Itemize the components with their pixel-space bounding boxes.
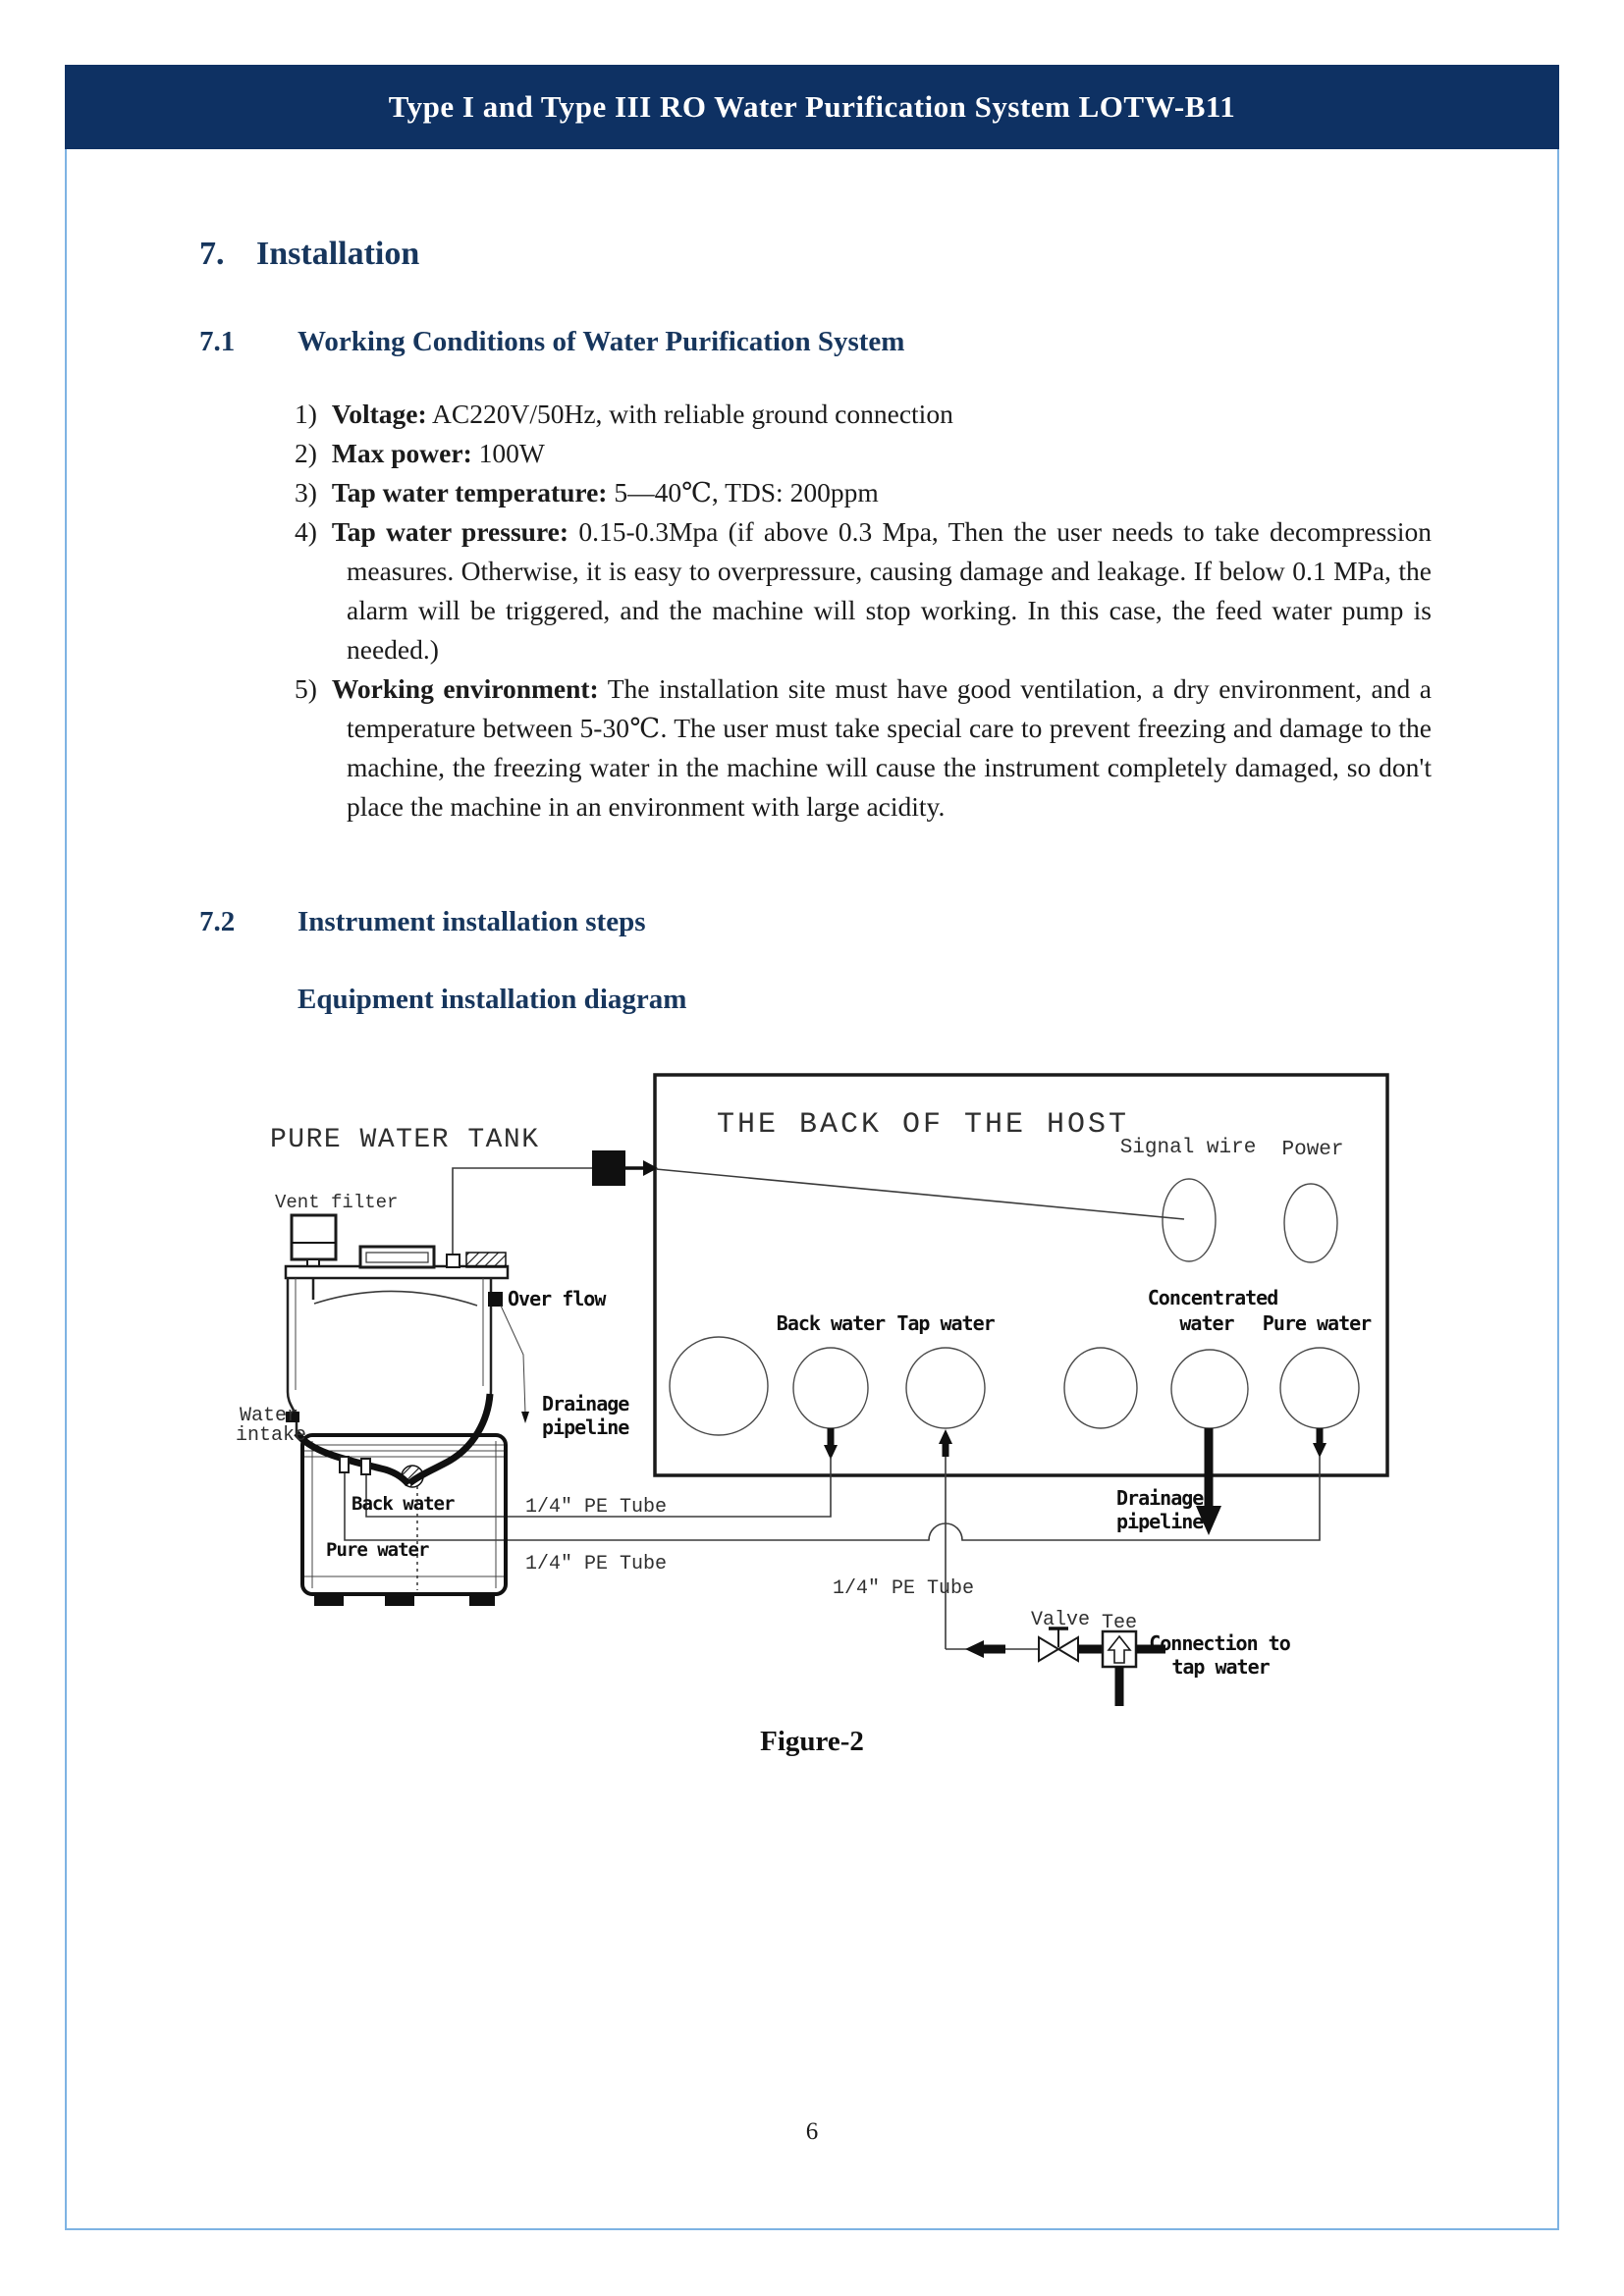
pe-tube-label-3: 1/4″ PE Tube xyxy=(833,1577,975,1600)
item-number: 2) xyxy=(295,438,317,468)
concentrated-label-line1: Concentrated xyxy=(1147,1286,1278,1309)
pe-tube-label-2: 1/4″ PE Tube xyxy=(525,1553,668,1575)
list-item xyxy=(295,512,1432,669)
item-text: AC220V/50Hz, with reliable ground connection xyxy=(426,399,953,429)
item-text: 0.15-0.3Mpa (if above 0.3 Mpa, Then the user needs to take decompression measures. Otherwise, it is easy to overpressure, causing damage and leakage. If below 0.1 MPa, the alarm will be triggered, and the machine will stop working. In this case, the feed water pump is needed.) xyxy=(347,516,1432,665)
drainage-line xyxy=(1116,1428,1221,1535)
tank-handle xyxy=(360,1247,434,1267)
item-number: 5) xyxy=(295,673,317,704)
installation-diagram xyxy=(0,1060,1624,1718)
valve-icon xyxy=(1039,1637,1058,1661)
list-item xyxy=(295,473,1432,512)
item-text: 100W xyxy=(471,438,545,468)
item-label: Working environment: xyxy=(331,673,599,704)
tee-label: Tee xyxy=(1101,1612,1138,1634)
signal-connector xyxy=(592,1150,625,1186)
item-number: 3) xyxy=(295,477,317,507)
subsection-title: Working Conditions of Water Purification System xyxy=(298,326,905,357)
item-number: 1) xyxy=(295,399,317,429)
tank-back-water-label: Back water xyxy=(352,1493,455,1515)
overflow-fitting xyxy=(488,1292,503,1307)
tap-water-port xyxy=(906,1348,985,1428)
list-item xyxy=(295,669,1432,827)
signal-wire-label: Signal wire xyxy=(1119,1137,1257,1159)
header-band xyxy=(65,65,1559,149)
list-item xyxy=(295,395,1432,434)
item-number: 4) xyxy=(295,516,317,547)
tap-water-label: Tap water xyxy=(896,1311,995,1335)
item-label: Tap water pressure: xyxy=(331,516,569,547)
power-port xyxy=(1284,1184,1337,1262)
overflow-label: Over flow xyxy=(508,1287,606,1310)
power-label: Power xyxy=(1281,1139,1344,1161)
connection-label-line2: tap water xyxy=(1171,1655,1270,1679)
conditions-list xyxy=(295,395,1432,827)
back-water-label: Back water xyxy=(776,1311,886,1335)
back-water-outlet xyxy=(361,1459,370,1474)
tank-title: PURE WATER TANK xyxy=(270,1125,540,1155)
tap-water-line xyxy=(939,1429,952,1649)
water-intake-label-line2: intake xyxy=(236,1424,307,1447)
back-water-port xyxy=(793,1348,868,1428)
pure-water-port xyxy=(1280,1348,1359,1428)
page-number: 6 xyxy=(805,2118,819,2145)
subsection-7-2 xyxy=(199,906,646,938)
connection-label-line1: Connection to xyxy=(1149,1631,1290,1655)
subsection-title: Instrument installation steps xyxy=(298,906,646,937)
signal-wire-run xyxy=(453,1150,1184,1255)
drainage-label-line2: pipeline xyxy=(1116,1510,1204,1533)
host-box xyxy=(655,1075,1387,1475)
tank-drainage-label-line1: Drainage xyxy=(542,1392,629,1415)
pure-water-outlet xyxy=(340,1457,349,1472)
diagram-heading: Equipment installation diagram xyxy=(298,984,687,1015)
valve-tee-assembly xyxy=(946,1609,1291,1706)
section-number: 7. xyxy=(199,236,225,272)
signal-wire-port xyxy=(1163,1179,1216,1261)
tank-drainage-label-line2: pipeline xyxy=(542,1415,629,1439)
section-heading xyxy=(199,236,419,273)
item-text: 5―40℃, TDS: 200ppm xyxy=(607,477,879,507)
concentrated-water-port xyxy=(1171,1350,1248,1428)
host-port-4 xyxy=(1064,1348,1137,1428)
vent-filter-label: Vent filter xyxy=(275,1192,399,1213)
valve-label: Valve xyxy=(1030,1609,1091,1631)
figure-caption: Figure-2 xyxy=(760,1726,864,1757)
host-port-1 xyxy=(670,1337,768,1435)
signal-fitting xyxy=(447,1255,460,1267)
item-label: Max power: xyxy=(331,438,472,468)
host-title: THE BACK OF THE HOST xyxy=(716,1108,1130,1142)
section-title: Installation xyxy=(256,236,420,272)
list-item xyxy=(295,434,1432,473)
vent-filter-icon xyxy=(292,1215,336,1259)
tank-drawing xyxy=(236,1125,629,1606)
subsection-number: 7.1 xyxy=(199,326,236,357)
document-title: Type I and Type III RO Water Purification System LOTW-B11 xyxy=(388,89,1236,124)
item-text: The installation site must have good ventilation, a dry environment, and a temperature between 5-30℃. The user must take special care to prevent freezing and damage to the machine, the freezing water in the machine will cause the instrument completely damaged, so don't place the machine in an environment with large acidity. xyxy=(347,673,1432,822)
pe-tube-label-1: 1/4″ PE Tube xyxy=(525,1496,668,1519)
subsection-number: 7.2 xyxy=(199,906,236,937)
subsection-7-1 xyxy=(199,326,904,358)
pure-water-label: Pure water xyxy=(1262,1311,1372,1335)
item-label: Voltage: xyxy=(331,399,427,429)
tank-pure-water-label: Pure water xyxy=(326,1539,429,1561)
concentrated-label-line2: water xyxy=(1179,1311,1234,1335)
water-intake-label-line1: Water xyxy=(240,1405,299,1427)
drainage-label-line1: Drainage xyxy=(1116,1486,1204,1510)
item-label: Tap water temperature: xyxy=(331,477,608,507)
